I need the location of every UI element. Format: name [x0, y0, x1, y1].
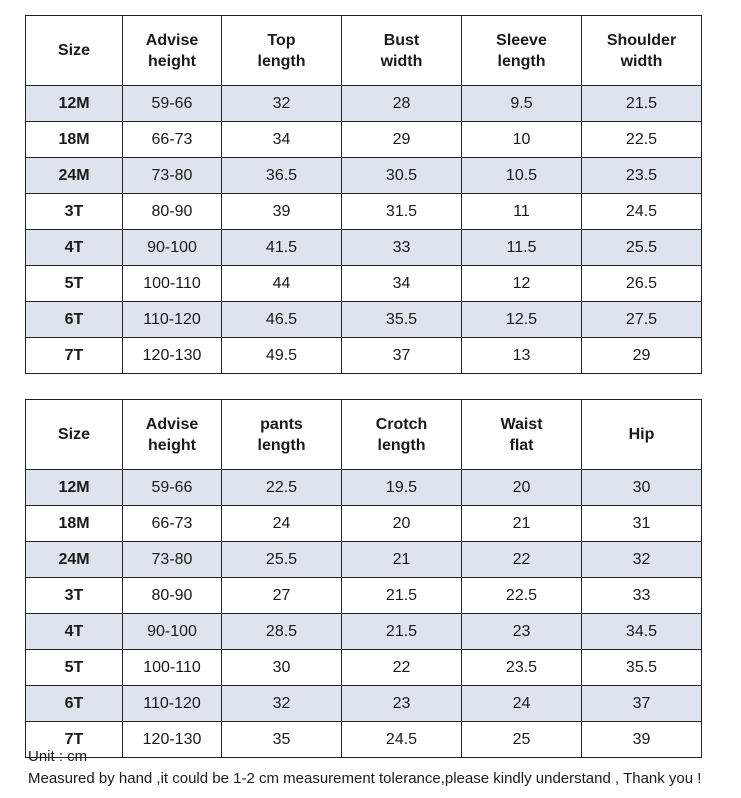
size-cell: 12M	[26, 470, 123, 506]
column-header	[342, 16, 462, 86]
table-cell: 30	[582, 470, 702, 506]
table-cell: 120-130	[123, 338, 222, 374]
column-header-label: Advise height	[145, 31, 199, 70]
table-cell: 30	[222, 650, 342, 686]
column-header-label: Advise height	[145, 415, 199, 454]
table-cell: 23.5	[462, 650, 582, 686]
column-header-label: Waist flat	[500, 415, 543, 454]
size-cell: 18M	[26, 506, 123, 542]
table-cell: 31.5	[342, 194, 462, 230]
table-cell: 22.5	[462, 578, 582, 614]
table-cell: 19.5	[342, 470, 462, 506]
table-cell: 100-110	[123, 650, 222, 686]
table-cell: 26.5	[582, 266, 702, 302]
table-cell: 21.5	[342, 578, 462, 614]
size-cell: 3T	[26, 194, 123, 230]
size-cell: 24M	[26, 158, 123, 194]
table-cell: 13	[462, 338, 582, 374]
table-cell: 32	[582, 542, 702, 578]
table-cell: 22.5	[222, 470, 342, 506]
column-header-label: Hip	[628, 426, 655, 443]
table-cell: 20	[462, 470, 582, 506]
column-header	[123, 16, 222, 86]
size-cell: 24M	[26, 542, 123, 578]
tolerance-note: Measured by hand ,it could be 1-2 cm measurement tolerance,please kindly understand , Thank you !	[28, 770, 702, 787]
table-cell: 11	[462, 194, 582, 230]
table-cell: 39	[222, 194, 342, 230]
table-cell: 110-120	[123, 302, 222, 338]
size-cell: 4T	[26, 614, 123, 650]
table-cell: 66-73	[123, 122, 222, 158]
table-cell: 23.5	[582, 158, 702, 194]
table-cell: 21	[342, 542, 462, 578]
table-cell: 34	[342, 266, 462, 302]
table-cell: 23	[342, 686, 462, 722]
table-cell: 11.5	[462, 230, 582, 266]
table-cell: 25	[462, 722, 582, 758]
size-cell: 18M	[26, 122, 123, 158]
table-row	[26, 722, 702, 758]
table-cell: 34	[222, 122, 342, 158]
size-cell: 3T	[26, 578, 123, 614]
table-cell: 9.5	[462, 86, 582, 122]
table-cell: 110-120	[123, 686, 222, 722]
table-row	[26, 230, 702, 266]
table-cell: 10.5	[462, 158, 582, 194]
table-cell: 22	[342, 650, 462, 686]
table-cell: 120-130	[123, 722, 222, 758]
size-cell: 4T	[26, 230, 123, 266]
column-header-label: Crotch length	[375, 415, 428, 454]
table-row	[26, 650, 702, 686]
table-cell: 23	[462, 614, 582, 650]
table-cell: 80-90	[123, 194, 222, 230]
table-cell: 73-80	[123, 158, 222, 194]
top-size-table	[25, 15, 702, 374]
table-cell: 37	[582, 686, 702, 722]
table-cell: 66-73	[123, 506, 222, 542]
table-cell: 59-66	[123, 86, 222, 122]
table-row	[26, 578, 702, 614]
table-cell: 29	[342, 122, 462, 158]
table-cell: 90-100	[123, 614, 222, 650]
table-row	[26, 194, 702, 230]
table-cell: 21	[462, 506, 582, 542]
table-header-row	[26, 400, 702, 470]
table-cell: 25.5	[582, 230, 702, 266]
table-cell: 24	[462, 686, 582, 722]
table-cell: 36.5	[222, 158, 342, 194]
size-cell: 12M	[26, 86, 123, 122]
table-cell: 21.5	[342, 614, 462, 650]
column-header	[462, 400, 582, 470]
table-row	[26, 542, 702, 578]
size-cell: 6T	[26, 686, 123, 722]
table-row	[26, 158, 702, 194]
table-cell: 32	[222, 686, 342, 722]
column-header	[582, 16, 702, 86]
column-header	[222, 400, 342, 470]
table-row	[26, 338, 702, 374]
table-cell: 28.5	[222, 614, 342, 650]
table-cell: 24.5	[582, 194, 702, 230]
table-cell: 73-80	[123, 542, 222, 578]
table-cell: 25.5	[222, 542, 342, 578]
table-row	[26, 470, 702, 506]
column-header-label: Sleeve length	[496, 31, 547, 70]
table-cell: 24.5	[342, 722, 462, 758]
column-header	[26, 400, 123, 470]
column-header-label: Shoulder width	[606, 31, 677, 70]
table-cell: 28	[342, 86, 462, 122]
table-cell: 32	[222, 86, 342, 122]
column-header	[342, 400, 462, 470]
table-cell: 22	[462, 542, 582, 578]
table-cell: 100-110	[123, 266, 222, 302]
table-cell: 33	[582, 578, 702, 614]
size-cell: 6T	[26, 302, 123, 338]
table-row	[26, 686, 702, 722]
table-cell: 27.5	[582, 302, 702, 338]
column-header	[462, 16, 582, 86]
column-header-label: Bust width	[380, 31, 423, 70]
table-row	[26, 614, 702, 650]
table-cell: 29	[582, 338, 702, 374]
table-cell: 30.5	[342, 158, 462, 194]
table-cell: 46.5	[222, 302, 342, 338]
table-cell: 35	[222, 722, 342, 758]
table-cell: 20	[342, 506, 462, 542]
table-cell: 90-100	[123, 230, 222, 266]
table-row	[26, 266, 702, 302]
size-cell: 5T	[26, 650, 123, 686]
column-header	[26, 16, 123, 86]
table-row	[26, 122, 702, 158]
table-cell: 24	[222, 506, 342, 542]
column-header	[222, 16, 342, 86]
table-cell: 34.5	[582, 614, 702, 650]
table-cell: 35.5	[582, 650, 702, 686]
table-header-row	[26, 16, 702, 86]
table-cell: 33	[342, 230, 462, 266]
column-header-label: Size	[57, 426, 90, 443]
column-header-label: Size	[57, 42, 90, 59]
table-row	[26, 86, 702, 122]
table-cell: 21.5	[582, 86, 702, 122]
size-cell: 5T	[26, 266, 123, 302]
unit-note: Unit : cm	[28, 748, 88, 765]
table-cell: 39	[582, 722, 702, 758]
table-cell: 44	[222, 266, 342, 302]
size-cell: 7T	[26, 722, 123, 758]
table-row	[26, 506, 702, 542]
bottom-size-table	[25, 399, 702, 758]
table-cell: 37	[342, 338, 462, 374]
table-cell: 22.5	[582, 122, 702, 158]
column-header-label: Top length	[257, 31, 306, 70]
table-cell: 49.5	[222, 338, 342, 374]
size-cell: 7T	[26, 338, 123, 374]
column-header-label: pants length	[257, 415, 306, 454]
column-header	[582, 400, 702, 470]
column-header	[123, 400, 222, 470]
table-cell: 12.5	[462, 302, 582, 338]
table-cell: 59-66	[123, 470, 222, 506]
table-cell: 31	[582, 506, 702, 542]
table-cell: 35.5	[342, 302, 462, 338]
table-cell: 80-90	[123, 578, 222, 614]
table-cell: 12	[462, 266, 582, 302]
table-row	[26, 302, 702, 338]
table-cell: 10	[462, 122, 582, 158]
table-cell: 27	[222, 578, 342, 614]
table-cell: 41.5	[222, 230, 342, 266]
